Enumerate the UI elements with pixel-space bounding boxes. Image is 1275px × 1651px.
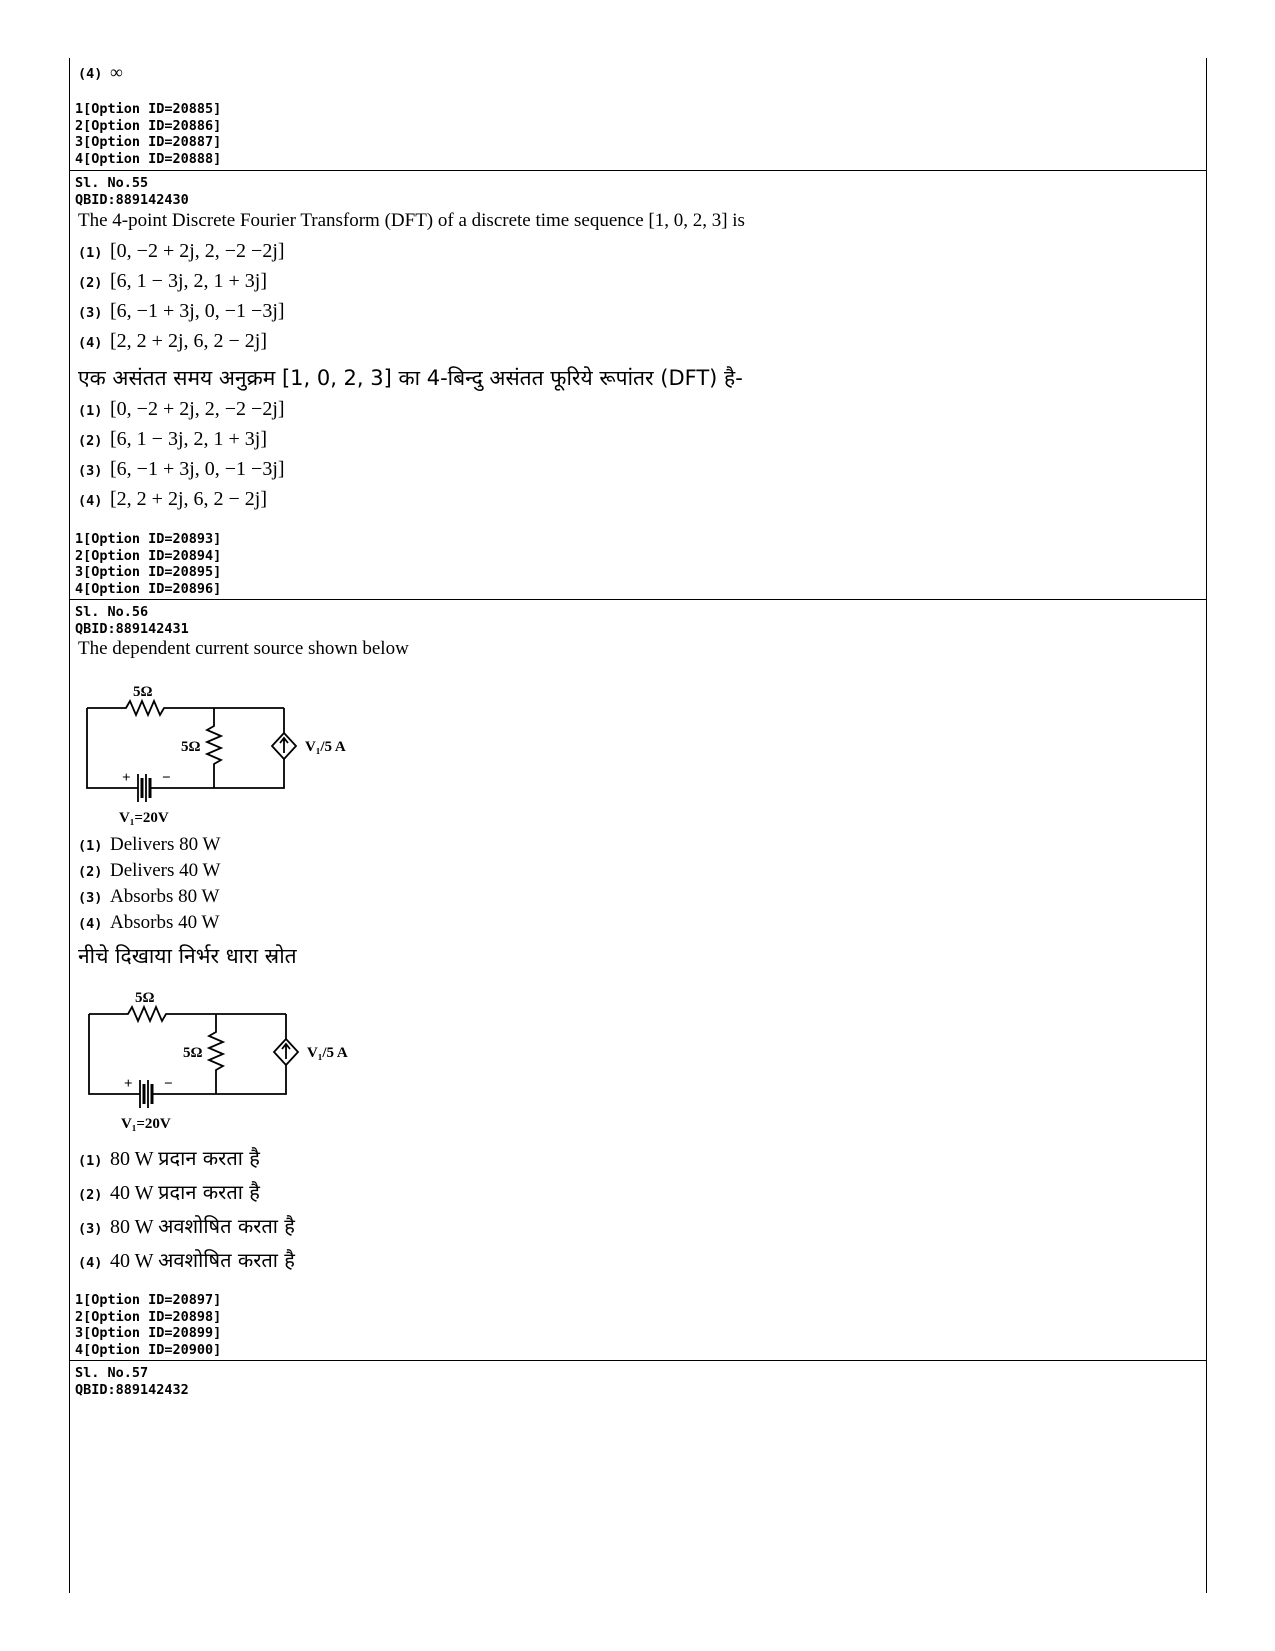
option-number: (1) [78, 838, 103, 854]
option-value-hindi: अवशोषित करता है [158, 1214, 295, 1238]
q56-option-2 [78, 860, 220, 882]
option-value: [6, −1 + 3j, 0, −1 −3j] [110, 458, 285, 480]
option-value: [6, 1 − 3j, 2, 1 + 3j] [110, 428, 267, 450]
prev-option-ids [75, 101, 221, 167]
option-value-hindi: प्रदान करता है [158, 1180, 260, 1204]
serial-number: Sl. No.55 [75, 175, 149, 191]
battery-plus: + [122, 770, 131, 786]
q56-option-ids [75, 1292, 221, 1358]
r-mid-label: 5Ω [181, 739, 201, 755]
q56-option-hi-3 [78, 1212, 295, 1239]
battery-label: V₁=20V [119, 810, 169, 826]
r-top-label: 5Ω [133, 684, 153, 700]
option-id: 1[Option ID=20893] [75, 531, 222, 547]
option-number: (3) [78, 890, 103, 906]
option-number: (4) [78, 66, 103, 82]
resistor-mid [207, 708, 221, 788]
option-id: 3[Option ID=20887] [75, 134, 222, 150]
q55-header [75, 175, 189, 208]
option-id: 1[Option ID=20885] [75, 101, 222, 117]
q55-option-ids [75, 531, 221, 597]
q55-question-hi: एक असंतत समय अनुक्रम [1, 0, 2, 3] का 4-बिन्दु असंतत फूरिये रूपांतर (DFT) है- [78, 366, 743, 390]
option-value: [6, 1 − 3j, 2, 1 + 3j] [110, 270, 267, 292]
question-separator [69, 170, 1206, 171]
option-number: (2) [78, 864, 103, 880]
r-top-label: 5Ω [135, 990, 155, 1006]
option-value: [6, −1 + 3j, 0, −1 −3j] [110, 300, 285, 322]
option-value: Absorbs 80 W [110, 886, 220, 907]
qbid: QBID:889142430 [75, 191, 189, 208]
q56-question-en: The dependent current source shown below [78, 638, 409, 659]
q56-option-hi-1 [78, 1144, 260, 1171]
q56-question-hi: नीचे दिखाया निर्भर धारा स्रोत [78, 944, 297, 968]
option-value: 80 W [110, 1148, 154, 1170]
qbid: QBID:889142432 [75, 1381, 189, 1398]
option-number: (1) [78, 403, 103, 419]
option-value-hindi: अवशोषित करता है [158, 1248, 295, 1272]
battery-label: V₁=20V [121, 1116, 171, 1132]
q57-header [75, 1365, 189, 1398]
battery-plus: + [124, 1076, 133, 1092]
r-mid-label: 5Ω [183, 1045, 203, 1061]
q56-option-4 [78, 912, 219, 934]
q55-question-en: The 4-point Discrete Fourier Transform (DFT) of a discrete time sequence [1, 0, 2, 3] is [78, 210, 745, 231]
q56-option-1 [78, 834, 220, 856]
q55-option-hi-1 [78, 398, 285, 421]
option-value: ∞ [110, 62, 123, 82]
circuit-diagram [80, 678, 380, 828]
wire-top [87, 701, 284, 715]
option-number: (3) [78, 463, 103, 479]
source-label: V₁/5 A [305, 739, 346, 755]
q55-option-4 [78, 330, 267, 353]
option-id: 4[Option ID=20896] [75, 580, 222, 597]
option-id: 2[Option ID=20894] [75, 547, 222, 564]
option-id: 4[Option ID=20888] [75, 150, 222, 167]
serial-number: Sl. No.57 [75, 1365, 149, 1381]
option-id: 3[Option ID=20895] [75, 564, 222, 580]
option-id: 4[Option ID=20900] [75, 1341, 222, 1358]
q55-option-hi-2 [78, 428, 267, 451]
option-number: (2) [78, 275, 103, 291]
question-separator [69, 1360, 1206, 1361]
q55-option-1 [78, 240, 285, 263]
q55-option-2 [78, 270, 267, 293]
option-value: [2, 2 + 2j, 6, 2 − 2j] [110, 330, 267, 352]
option-number: (1) [78, 1153, 103, 1169]
option-value: 40 W [110, 1182, 154, 1204]
battery-minus: − [164, 1076, 173, 1092]
option-id: 2[Option ID=20886] [75, 117, 222, 134]
prev-option-4 [78, 62, 123, 83]
serial-number: Sl. No.56 [75, 604, 149, 620]
option-number: (4) [78, 916, 103, 932]
option-value: [2, 2 + 2j, 6, 2 − 2j] [110, 488, 267, 510]
battery-minus: − [162, 770, 171, 786]
q56-header [75, 604, 189, 637]
q56-option-hi-2 [78, 1178, 260, 1205]
q55-option-3 [78, 300, 285, 323]
option-number: (2) [78, 1187, 103, 1203]
option-number: (3) [78, 1221, 103, 1237]
q56-option-3 [78, 886, 219, 908]
option-value: Delivers 40 W [110, 860, 221, 881]
option-number: (2) [78, 433, 103, 449]
resistor-mid [209, 1014, 223, 1094]
option-number: (3) [78, 305, 103, 321]
option-number: (1) [78, 245, 103, 261]
option-number: (4) [78, 335, 103, 351]
q56-option-hi-4 [78, 1246, 295, 1273]
option-value: Delivers 80 W [110, 834, 221, 855]
option-number: (4) [78, 1255, 103, 1271]
option-value: 40 W [110, 1250, 154, 1272]
option-id: 1[Option ID=20897] [75, 1292, 222, 1308]
wire-top [89, 1007, 286, 1021]
option-value: [0, −2 + 2j, 2, −2 −2j] [110, 240, 285, 262]
circuit-diagram-hi [82, 984, 382, 1134]
option-id: 3[Option ID=20899] [75, 1325, 222, 1341]
option-value-hindi: प्रदान करता है [158, 1146, 260, 1170]
q55-option-hi-3 [78, 458, 285, 481]
option-value: Absorbs 40 W [110, 912, 220, 933]
option-number: (4) [78, 493, 103, 509]
q55-option-hi-4 [78, 488, 267, 511]
option-value: 80 W [110, 1216, 154, 1238]
source-label: V₁/5 A [307, 1045, 348, 1061]
question-separator [69, 599, 1206, 600]
option-value: [0, −2 + 2j, 2, −2 −2j] [110, 398, 285, 420]
qbid: QBID:889142431 [75, 620, 189, 637]
option-id: 2[Option ID=20898] [75, 1308, 222, 1325]
